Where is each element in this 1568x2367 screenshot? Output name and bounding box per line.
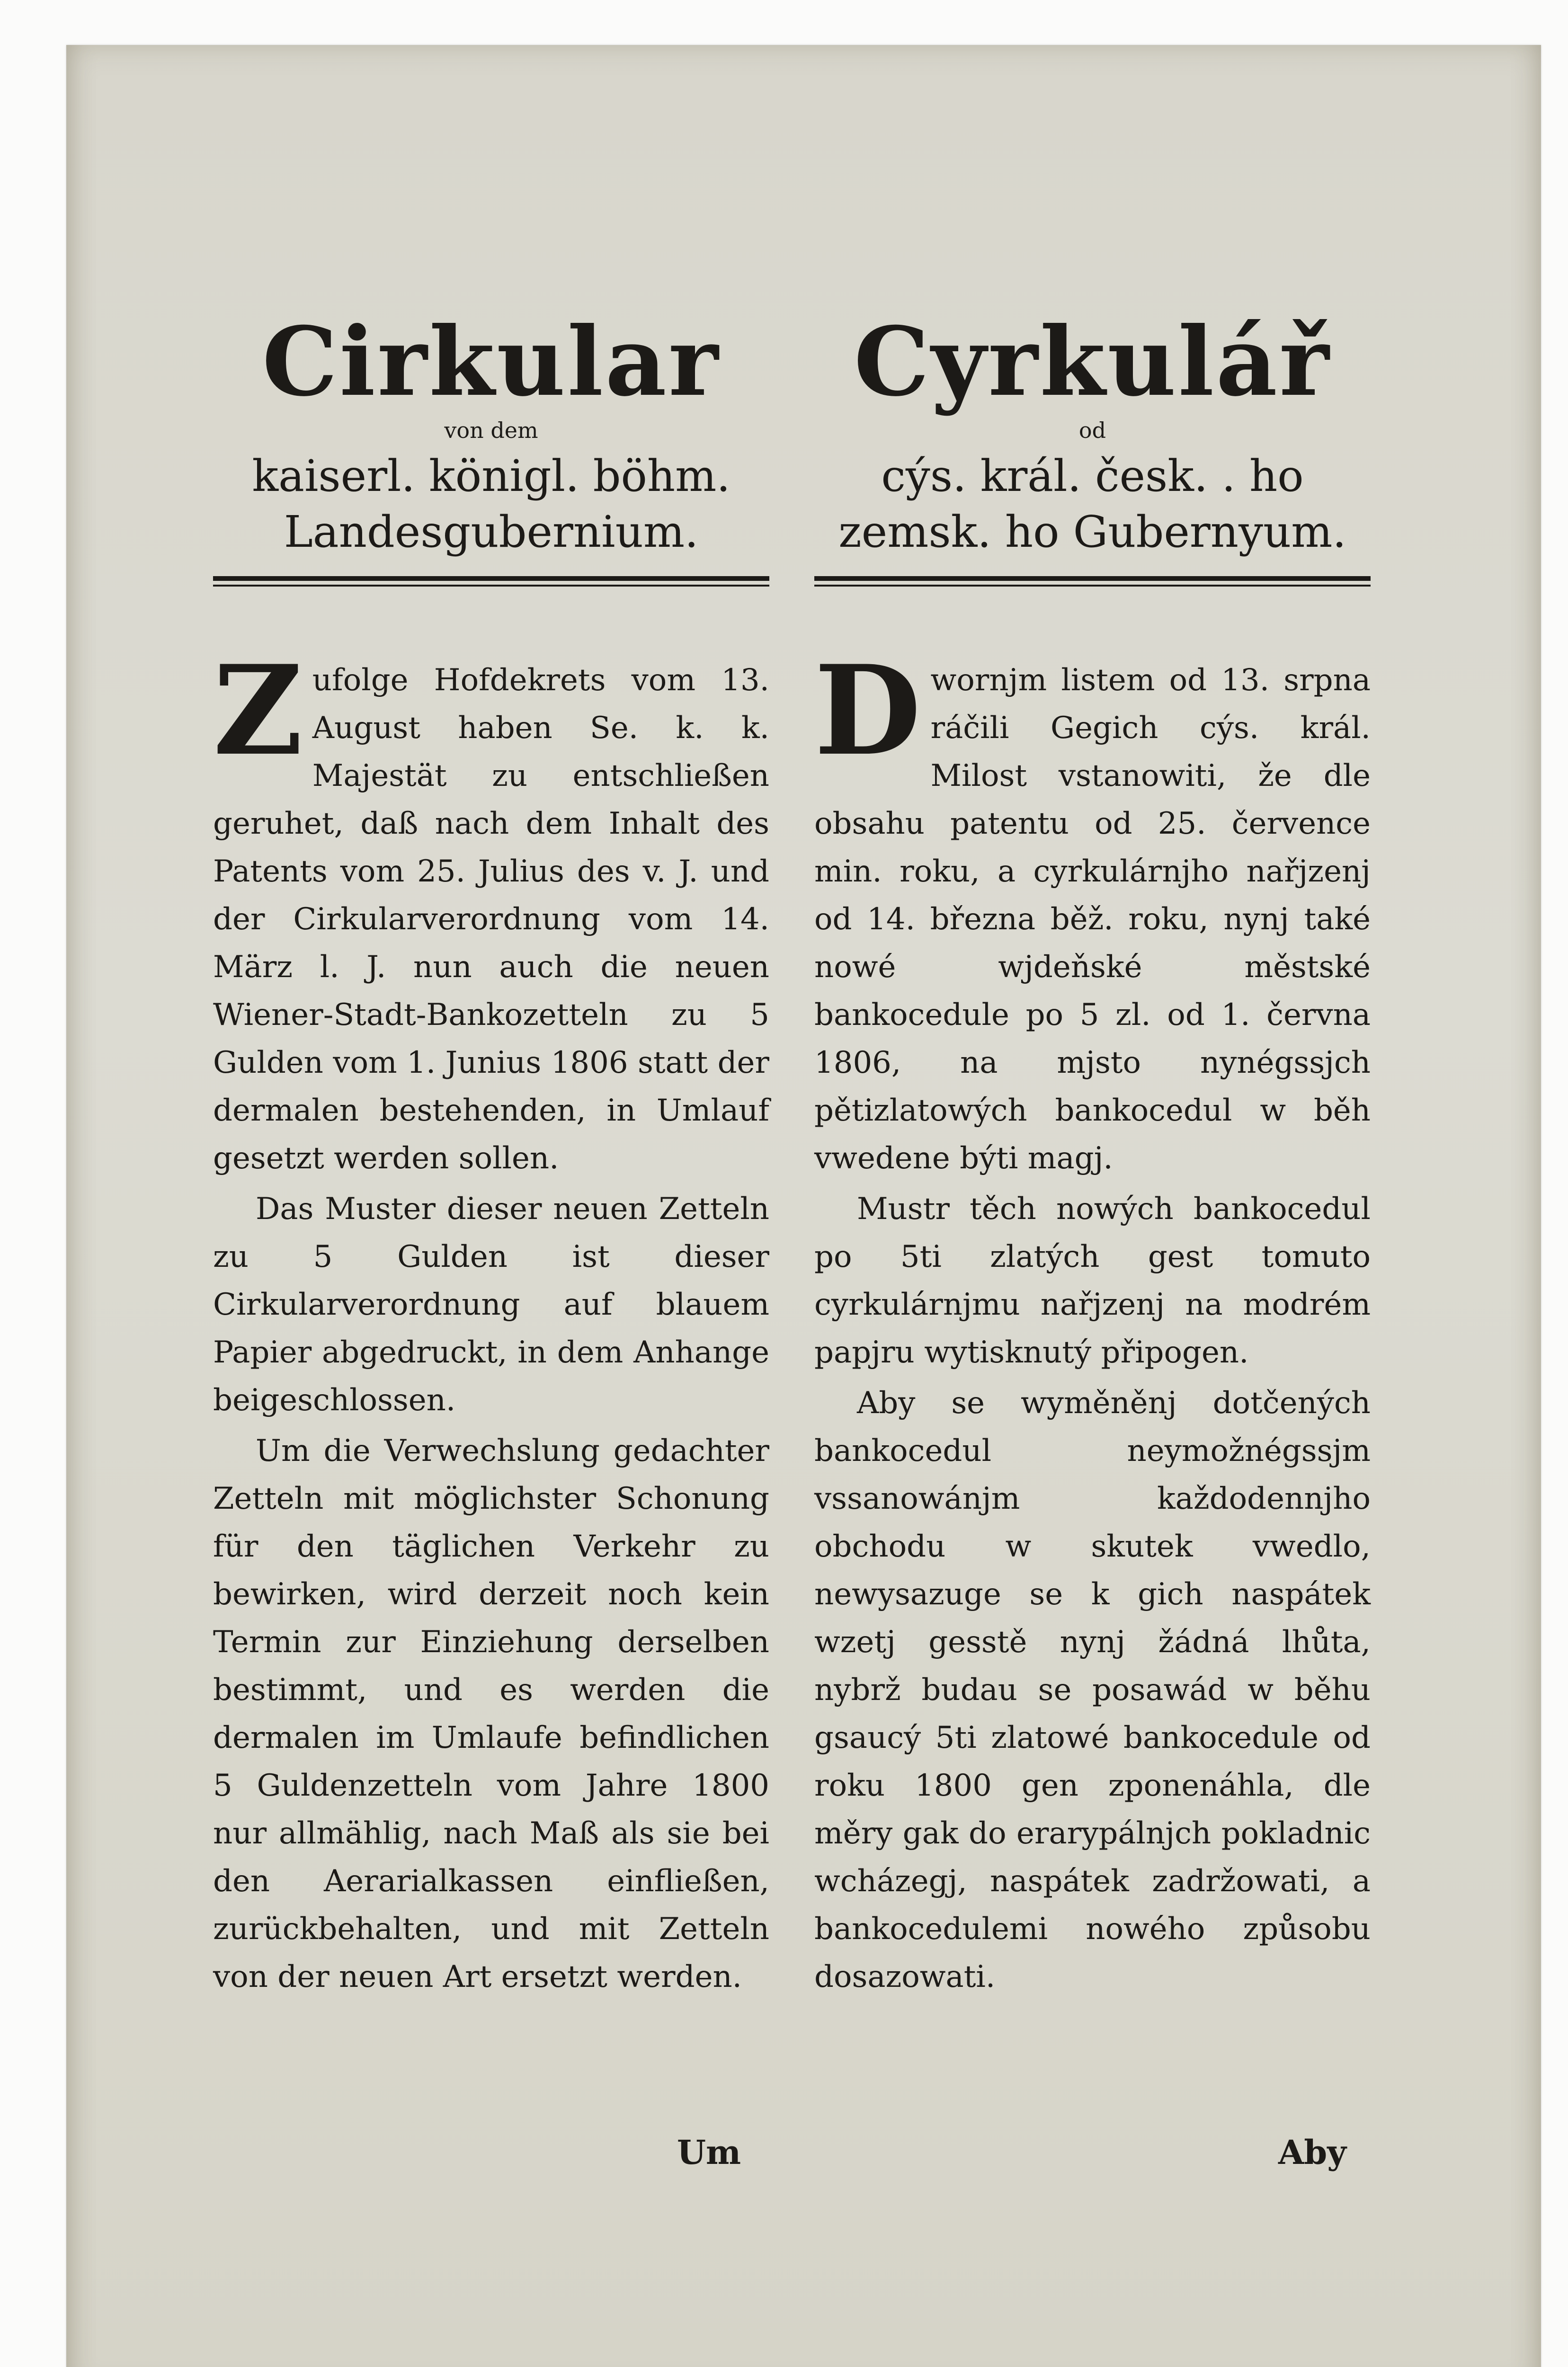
german-catchword: Um: [677, 2133, 741, 2172]
german-from: von dem: [444, 418, 538, 443]
document-sheet: [66, 45, 1541, 2367]
czech-divider: [814, 576, 1371, 590]
czech-paragraph-text: wornjm listem od 13. srpna ráčili Gegich cýs. král. Milost vstanowiti, že dle obsahu patentu od 25. července min. roku, a cyrkulárnjho nařjzenj od 14. března běž. roku, nynj také nowé wjdeňské městské bankocedule po 5 zl. od 1. června 1806, na mjsto nynégssjch pětizlatowých bankocedul w běh vwedene býti magj.: [814, 663, 1371, 1176]
czech-column: [814, 306, 1371, 2001]
german-divider: [213, 576, 769, 590]
german-paragraph: Das Muster dieser neuen Zetteln zu 5 Gulden ist dieser Cirkularverordnung auf blauem Papier abgedruckt, in dem Anhange beigeschlossen.: [213, 1192, 769, 1418]
german-paragraph: Um die Verwechslung gedachter Zetteln mit möglichster Schonung für den täglichen Verkehr zu bewirken, wird derzeit noch kein Termin zur Einziehung derselben bestimmt, und es werden die dermalen im Umlaufe befindlichen 5 Guldenzetteln vom Jahre 1800 nur allmählig, nach Maß als sie bei den Aerarialkassen einfließen, zurückbehalten, und mit Zetteln von der neuen Art ersetzt werden.: [213, 1433, 769, 1994]
czech-authority: cýs. král. česk. . ho zemsk. ho Gubernyum.: [838, 451, 1346, 557]
german-column: [213, 306, 769, 2001]
czech-title: Cyrkulář: [854, 306, 1331, 418]
czech-paragraph: [814, 639, 1371, 1183]
german-dropcap: Z: [213, 639, 303, 783]
german-body: [213, 639, 769, 2001]
german-title: Cirkular: [262, 306, 721, 418]
czech-dropcap: D: [814, 639, 921, 783]
german-paragraph-text: ufolge Hofdekrets vom 13. August haben Se. k. k. Majestät zu entschließen geruhet, daß nach dem Inhalt des Patents vom 25. Julius des v. J. und der Cirkularverordnung vom 14. März l. J. nun auch die neuen Wiener-Stadt-Bankozetteln zu 5 Gulden vom 1. Junius 1806 statt der dermalen bestehenden, in Umlauf gesetzt werden sollen.: [213, 663, 769, 1176]
czech-catchword: Aby: [1278, 2133, 1346, 2172]
czech-paragraph: Aby se wyměněnj dotčených bankocedul neymožnégssjm vssanowánjm každodennjho obchodu w skutek vwedlo, newysazuge se k gich naspátek wzetj gesstě nynj žádná lhůta, nybrž budau se posawád w běhu gsaucý 5ti zlatowé bankocedule od roku 1800 gen zponenáhla, dle měry gak do erarypálnjch pokladnic wcházegj, naspátek zadržowati, a bankocedulemi nowého způsobu dosazowati.: [814, 1386, 1371, 1994]
german-authority: kaiserl. königl. böhm. Landesgubernium.: [252, 451, 731, 557]
czech-from: od: [1078, 418, 1106, 443]
czech-paragraph: Mustr těch nowých bankocedul po 5ti zlatých gest tomuto cyrkulárnjmu nařjzenj na modrém papjru wytisknutý připogen.: [814, 1192, 1371, 1370]
german-paragraph: [213, 639, 769, 1183]
czech-body: [814, 639, 1371, 2001]
